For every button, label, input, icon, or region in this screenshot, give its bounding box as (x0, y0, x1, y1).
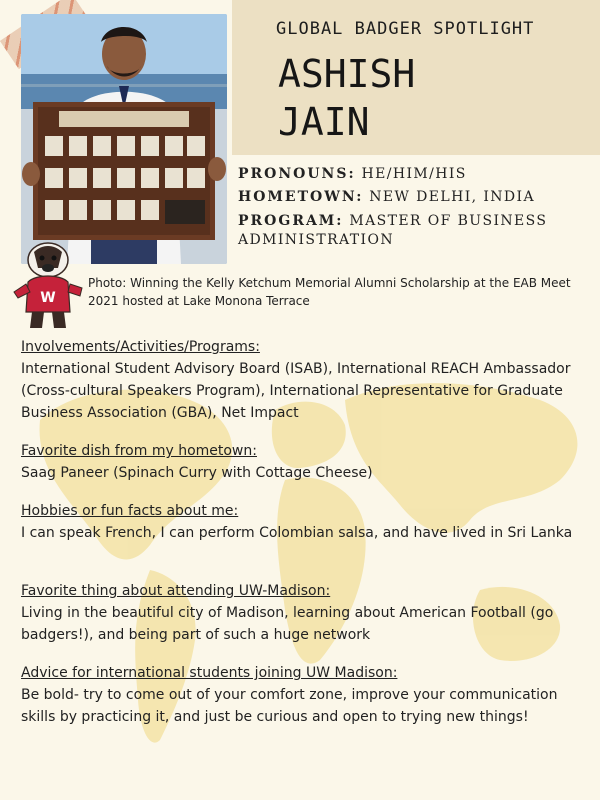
spotlight-title: GLOBAL BADGER SPOTLIGHT (276, 19, 535, 39)
svg-text:W: W (40, 290, 56, 306)
dish-heading: Favorite dish from my hometown: (21, 443, 257, 459)
dish-text: Saag Paneer (Spinach Curry with Cottage Cheese) (21, 465, 373, 481)
program-value: MASTER OF BUSINESS ADMINISTRATION (238, 213, 548, 248)
hobbies-heading: Hobbies or fun facts about me: (21, 503, 239, 519)
person-name (278, 50, 415, 146)
dish-section (21, 440, 581, 484)
involvements-text: International Student Advisory Board (ISAB), International REACH Ambassador (Cross-cultural Speakers Program), International Representative for Graduate Business Association (GBA), Net Impact (21, 361, 571, 421)
program-row (238, 212, 588, 250)
hometown-value: NEW DELHI, INDIA (369, 189, 536, 205)
favorite-section (21, 580, 581, 646)
profile-info (238, 166, 588, 257)
advice-text: Be bold- try to come out of your comfort zone, improve your communication skills by practicing it, and just be curious and open to trying new things! (21, 687, 558, 725)
advice-heading: Advice for international students joining UW Madison: (21, 665, 398, 681)
photo-caption: Photo: Winning the Kelly Ketchum Memorial Alumni Scholarship at the EAB Meet 2021 hosted at Lake Monona Terrace (88, 276, 571, 308)
favorite-text: Living in the beautiful city of Madison, learning about American Football (go badgers!), and being part of such a huge network (21, 605, 554, 643)
involvements-heading: Involvements/Activities/Programs: (21, 339, 260, 355)
pronouns-row (238, 166, 588, 182)
profile-photo (21, 14, 227, 264)
pronouns-value: HE/HIM/HIS (361, 166, 467, 182)
hobbies-section (21, 500, 581, 544)
involvements-section (21, 336, 581, 424)
hobbies-text: I can speak French, I can perform Colombian salsa, and have lived in Sri Lanka (21, 525, 573, 541)
first-name: ASHISH (278, 52, 416, 96)
program-label: PROGRAM: (238, 213, 344, 229)
advice-section (21, 662, 581, 728)
favorite-heading: Favorite thing about attending UW-Madison: (21, 583, 331, 599)
last-name: JAIN (278, 100, 370, 144)
hometown-row (238, 189, 588, 205)
bucky-badger-mascot (12, 238, 84, 332)
hometown-label: HOMETOWN: (238, 189, 364, 205)
pronouns-label: PRONOUNS: (238, 166, 356, 182)
